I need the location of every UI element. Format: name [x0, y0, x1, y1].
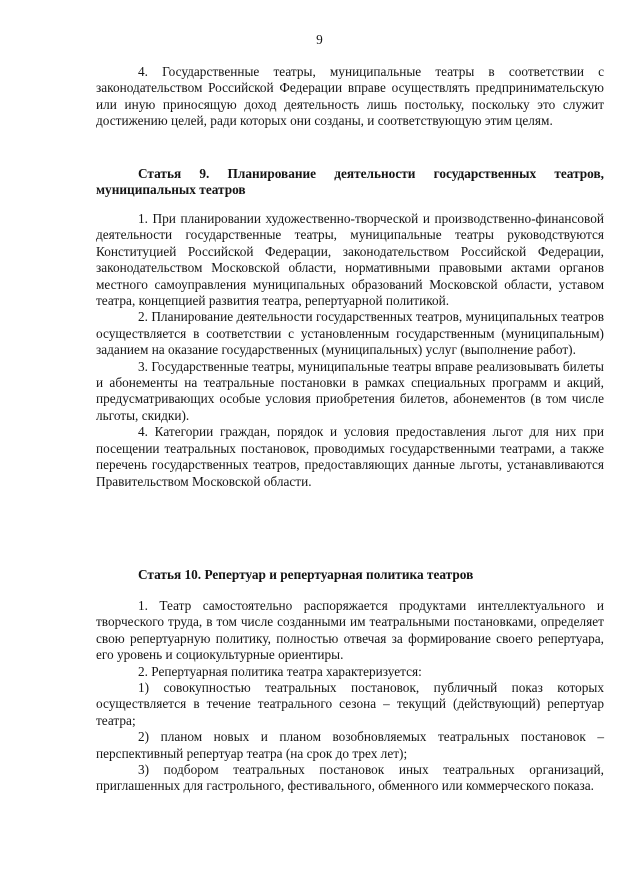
article10-body [96, 598, 604, 795]
paragraph: 2. Репертуарная политика театра характеризуется: [138, 663, 422, 679]
article9-body [96, 211, 604, 490]
paragraph: 4. Государственные театры, муниципальные театры в соответствии с законодательством Российской Федерации вправе осуществлять предпринимательскую или иную приносящую доход деятельность лишь постольку, поскольку это служит достижению целей, ради которых они созданы, и соответствующую этим целям. [96, 64, 604, 129]
article8-item4-block [96, 64, 604, 130]
paragraph: 1) совокупностью театральных постановок, публичный показ которых осуществляется в течение театрального сезона – текущий (действующий) репертуар театра; [96, 680, 604, 728]
paragraph: 1. Театр самостоятельно распоряжается продуктами интеллектуального и творческого труда, в том числе созданными им театральными постановками, определяет свою репертуарную политику, полностью отвечая за формирование своего репертуара, его уровень и социокультурные ориентиры. [96, 598, 604, 663]
page-number: 9 [316, 32, 323, 47]
paragraph: 2. Планирование деятельности государственных театров, муниципальных театров осуществляется в соответствии с установленным государственным (муниципальным) заданием на оказание государственных (муниципальных) услуг (выполнение работ). [96, 309, 604, 358]
paragraph: 4. Категории граждан, порядок и условия предоставления льгот для них при посещении театральных постановок, проводимых государственными театрами, а также перечень государственных театров, предоставляющих данные льготы, устанавливаются Правительством Московской области. [96, 424, 604, 489]
paragraph: 3. Государственные театры, муниципальные театры вправе реализовывать билеты и абонементы на театральные постановки в рамках специальных программ и акций, предусматривающих особые условия приобретения билетов, абонементов (в том числе льготы, скидки). [96, 358, 604, 423]
paragraph: 1. При планировании художественно-творческой и производственно-финансовой деятельности государственные театры, муниципальные театры руководствуются Конституцией Российской Федерации, законодательством Российской Федерации, законодательством Московской области, нормативными правовыми актами органов местного самоуправления муниципальных образований Московской области, уставом театра, концепцией развития театра, репертуарной политикой. [96, 211, 604, 309]
paragraph: 3) подбором театральных постановок иных театральных организаций, приглашенных для гастрольного, фестивального, обменного или коммерческого показа. [96, 762, 604, 794]
paragraph: 2) планом новых и планом возобновляемых театральных постановок – перспективный репертуар театра (на срок до трех лет); [96, 729, 604, 761]
article10-heading: Статья 10. Репертуар и репертуарная политика театров [138, 567, 474, 582]
article9-heading: Статья 9. Планирование деятельности государственных театров, муниципальных театров [96, 166, 604, 198]
